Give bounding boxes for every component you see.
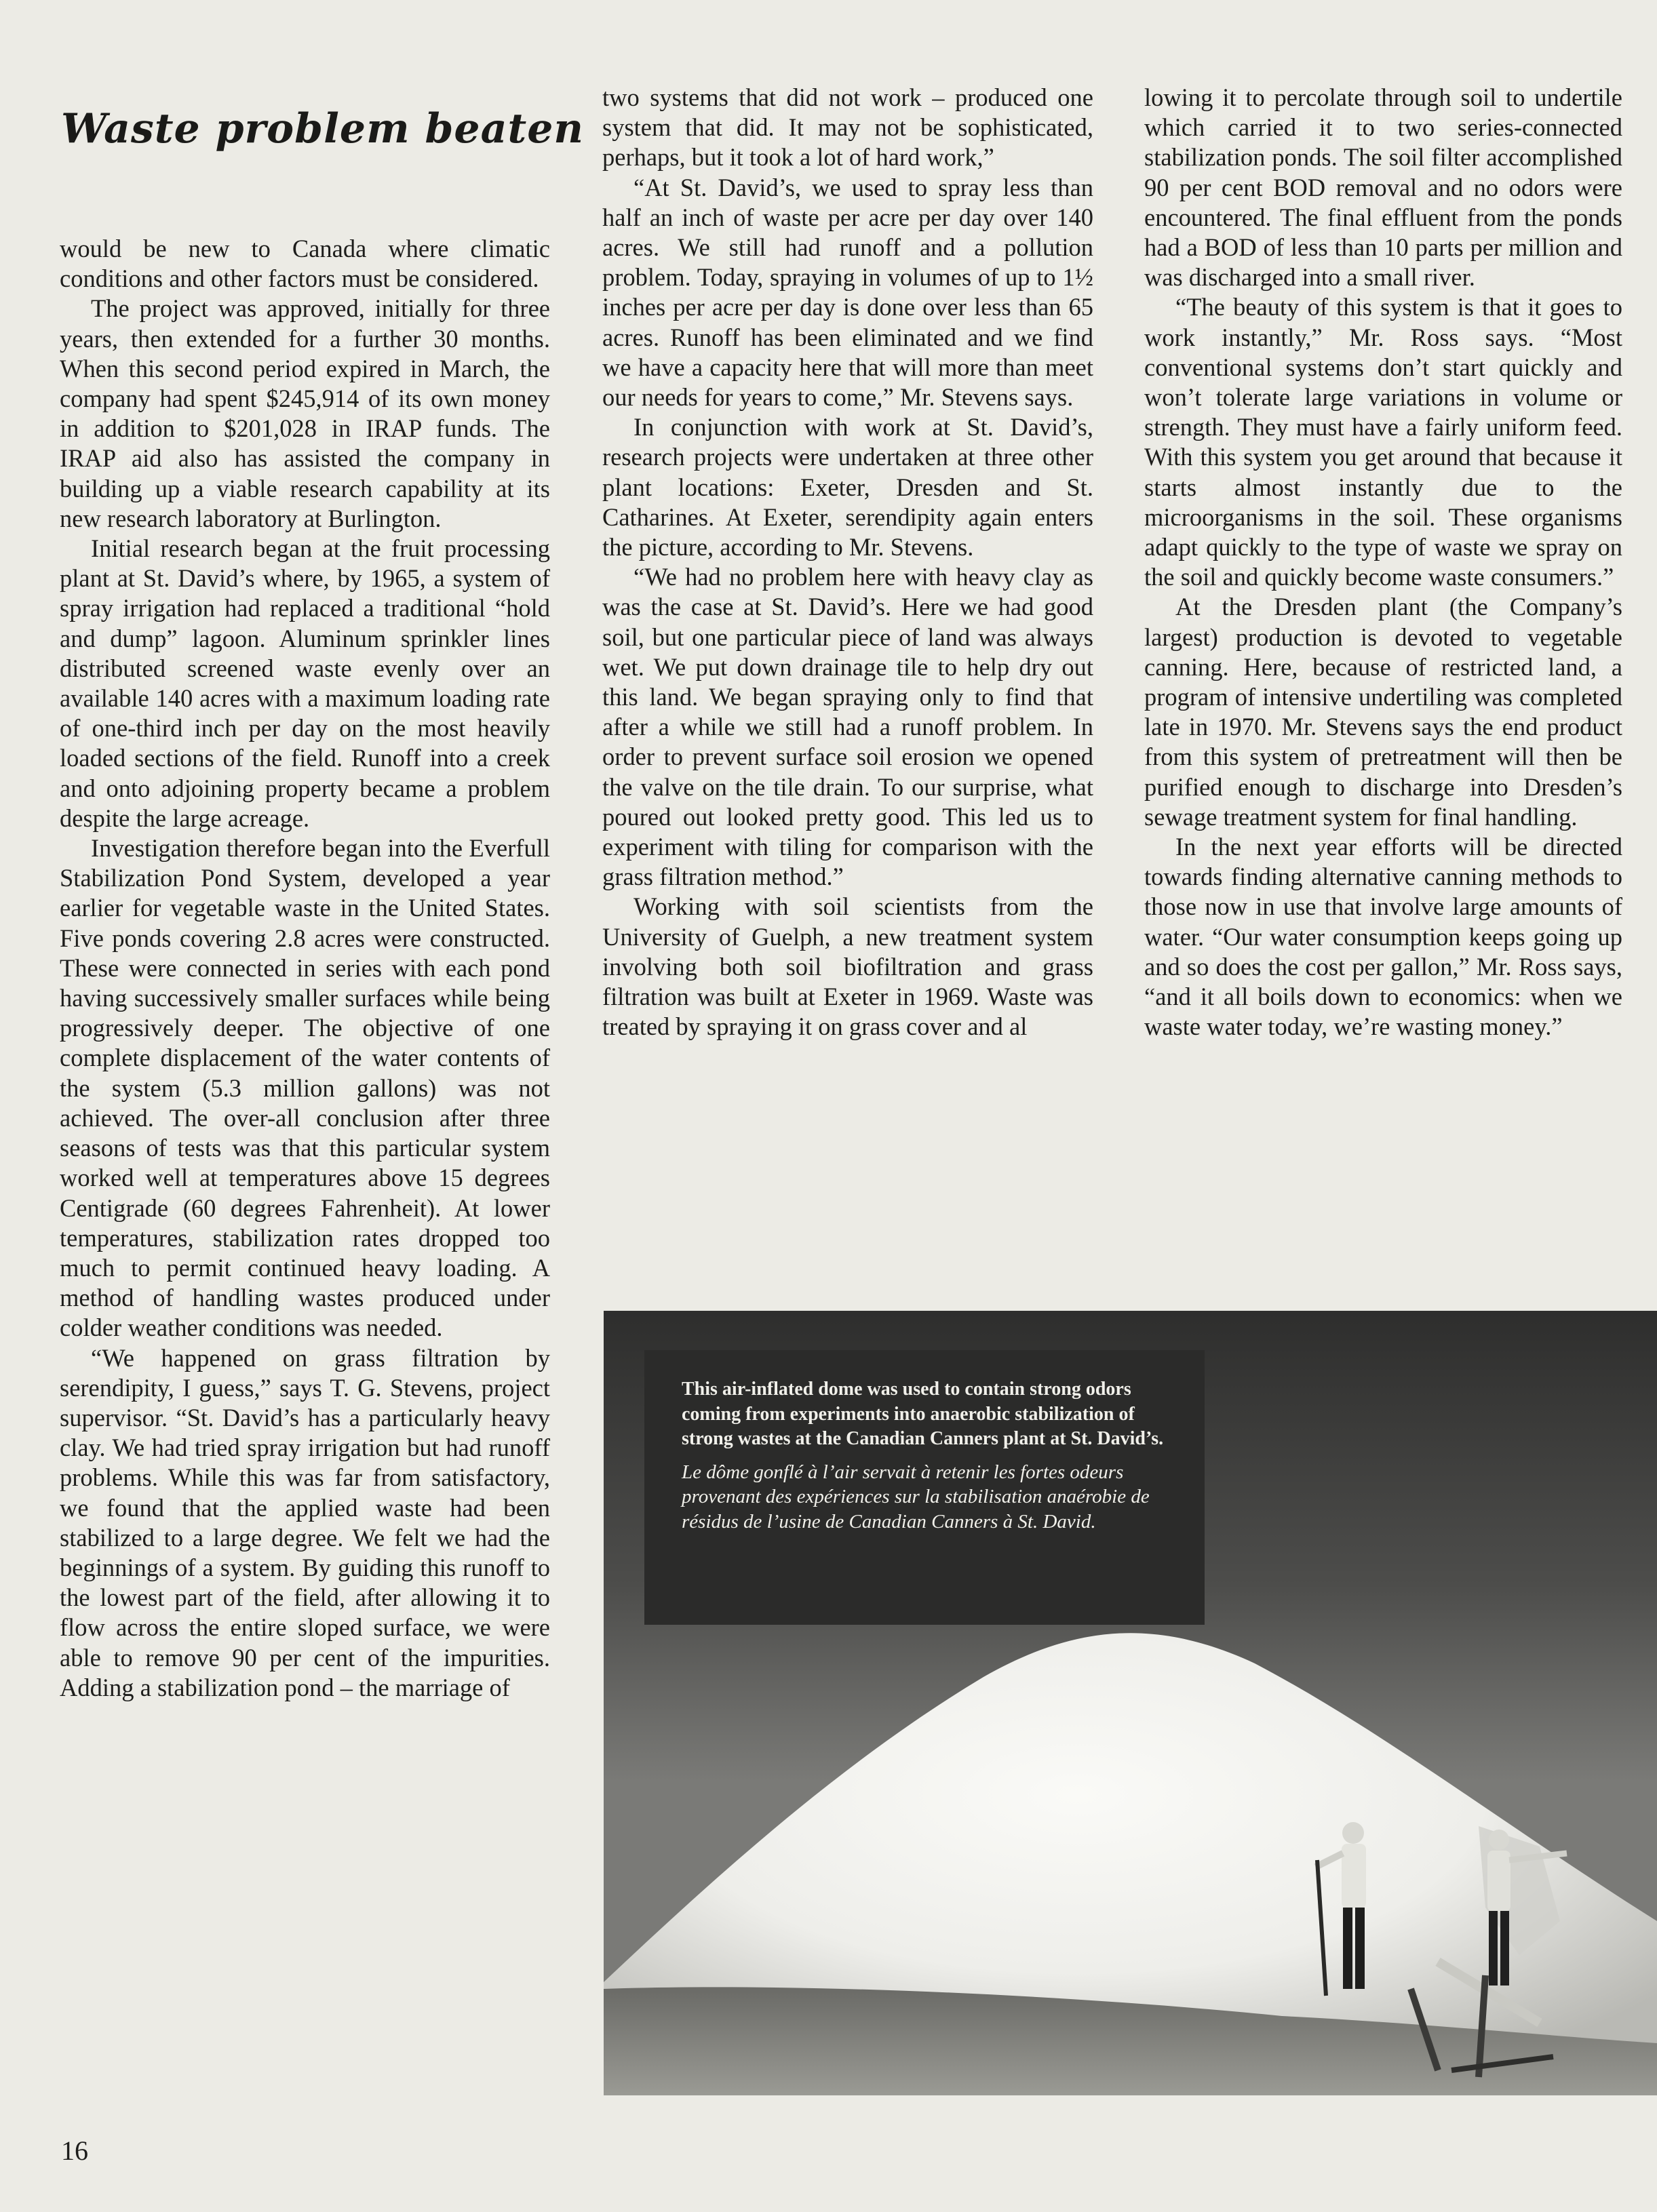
text-column-3 (1144, 83, 1622, 1042)
paragraph: Investigation therefore began into the Everfull Stabilization Pond System, developed a year earlier for vegetable waste in the United States. Five ponds covering 2.8 acres were constructed. These were connected in series with each pond having successively smaller surfaces while being progressively deeper. The objective of one complete displacement of the water contents of the system (5.3 million gallons) was not achieved. The over-all conclusion after three seasons of tests was that this particular system worked well at temperatures above 15 degrees Centigrade (60 degrees Fahrenheit). At lower temperatures, stabilization rates dropped too much to permit continued heavy loading. A method of handling wastes produced under colder weather conditions was needed. (60, 834, 550, 1342)
paragraph: “We happened on grass filtration by serendipity, I guess,” says T. G. Stevens, project supervisor. “St. David’s has a particularly heavy clay. We had tried spray irrigation but had runoff problems. While this was far from satisfactory, we found that the applied waste had been stabilized to a large degree. We felt we had the beginnings of a system. By guiding this runoff to the lowest part of the field, after allowing it to flow across the entire sloped surface, we were able to remove 90 per cent of the impurities. Adding a stabilization pond – the marriage of (60, 1343, 550, 1701)
page-number: 16 (61, 2135, 88, 2166)
paragraph: two systems that did not work – produced one system that did. It may not be sophisticated, perhaps, but it took a lot of hard work,” (602, 83, 1093, 172)
paragraph: “We had no problem here with heavy clay as was the case at St. David’s. Here we had good soil, but one particular piece of land was always wet. We put down drainage tile to help dry out this land. We began spraying only to find that after a while we still had a runoff problem. In order to prevent surface soil erosion we opened the valve on the tile drain. To our surprise, what poured out looked pretty good. This led us to experiment with tiling for comparison with the grass filtration method.” (602, 563, 1093, 891)
text-column-1 (60, 234, 550, 1703)
dome-photograph (604, 1311, 1657, 2095)
paragraph: Initial research began at the fruit processing plant at St. David’s where, by 1965, a system of spray irrigation had replaced a traditional “hold and dump” lagoon. Aluminum sprinkler lines distributed screened waste evenly over an available 140 acres with a maximum loading rate of one-third inch per day on the most heavily loaded sections of the field. Runoff into a creek and onto adjoining property became a problem despite the large acreage. (60, 534, 550, 832)
paragraph: would be new to Canada where climatic conditions and other factors must be considered. (60, 235, 550, 293)
paragraph: lowing it to percolate through soil to undertile which carried it to two series-connected stabilization ponds. The soil filter accomplished 90 per cent BOD removal and no odors were encountered. The final effluent from the ponds had a BOD of less than 10 parts per million and was discharged into a small river. (1144, 83, 1622, 292)
paragraph: In the next year efforts will be directed towards finding alternative canning methods to those now in use that involve large amounts of water. “Our water consumption keeps going up and so does the cost per gallon,” Mr. Ross says, “and it all boils down to economics: when we waste water today, we’re wasting money.” (1144, 833, 1622, 1041)
paragraph: Working with soil scientists from the University of Guelph, a new treatment system involving both soil biofiltration and grass filtration was built at Exeter in 1969. Waste was treated by spraying it on grass cover and al (602, 892, 1093, 1041)
paragraph: The project was approved, initially for three years, then extended for a further 30 months. When this second period expired in March, the company had spent $245,914 of its own money in addition to $201,028 in IRAP funds. The IRAP aid also has assisted the company in building up a viable research capability at its new research laboratory at Burlington. (60, 294, 550, 532)
caption-english: This air-inflated dome was used to contain strong odors coming from experiments into anaerobic stabilization of strong wastes at the Canadian Canners plant at St. David’s. (682, 1379, 1164, 1449)
text-column-2 (602, 83, 1093, 1042)
paragraph: At the Dresden plant (the Company’s largest) production is devoted to vegetable canning. Here, because of restricted land, a program of intensive undertiling was completed late in 1970. Mr. Stevens says the end product from this system of pretreatment will then be purified enough to discharge into Dresden’s sewage treatment system for final handling. (1144, 593, 1622, 831)
paragraph: “At St. David’s, we used to spray less than half an inch of waste per acre per day over 140 acres. We still had runoff and a pollution problem. Today, spraying in volumes of up to 1½ inches per acre per day is done over less than 65 acres. Runoff has been eliminated and we find we have a capacity here that will more than meet our needs for years to come,” Mr. Stevens says. (602, 173, 1093, 412)
photo-caption (644, 1350, 1205, 1625)
paragraph: In conjunction with work at St. David’s, research projects were undertaken at three other plant locations: Exeter, Dresden and St. Catharines. At Exeter, serendipity again enters the picture, according to Mr. Stevens. (602, 413, 1093, 561)
paragraph: “The beauty of this system is that it goes to work instantly,” Mr. Ross says. “Most conventional systems don’t start quickly and won’t tolerate large variations in volume or strength. They must have a fairly uniform feed. With this system you get around that because it starts almost instantly due to the microorganisms in the soil. These organisms adapt quickly to the type of waste we spray on the soil and quickly become waste consumers.” (1144, 293, 1622, 591)
caption-french: Le dôme gonflé à l’air servait à retenir les fortes odeurs provenant des expériences sur la stabilisation anaérobie de résidus de l’usine de Canadian Canners à St. David. (682, 1461, 1150, 1533)
article-headline: Waste problem beaten (61, 105, 584, 153)
